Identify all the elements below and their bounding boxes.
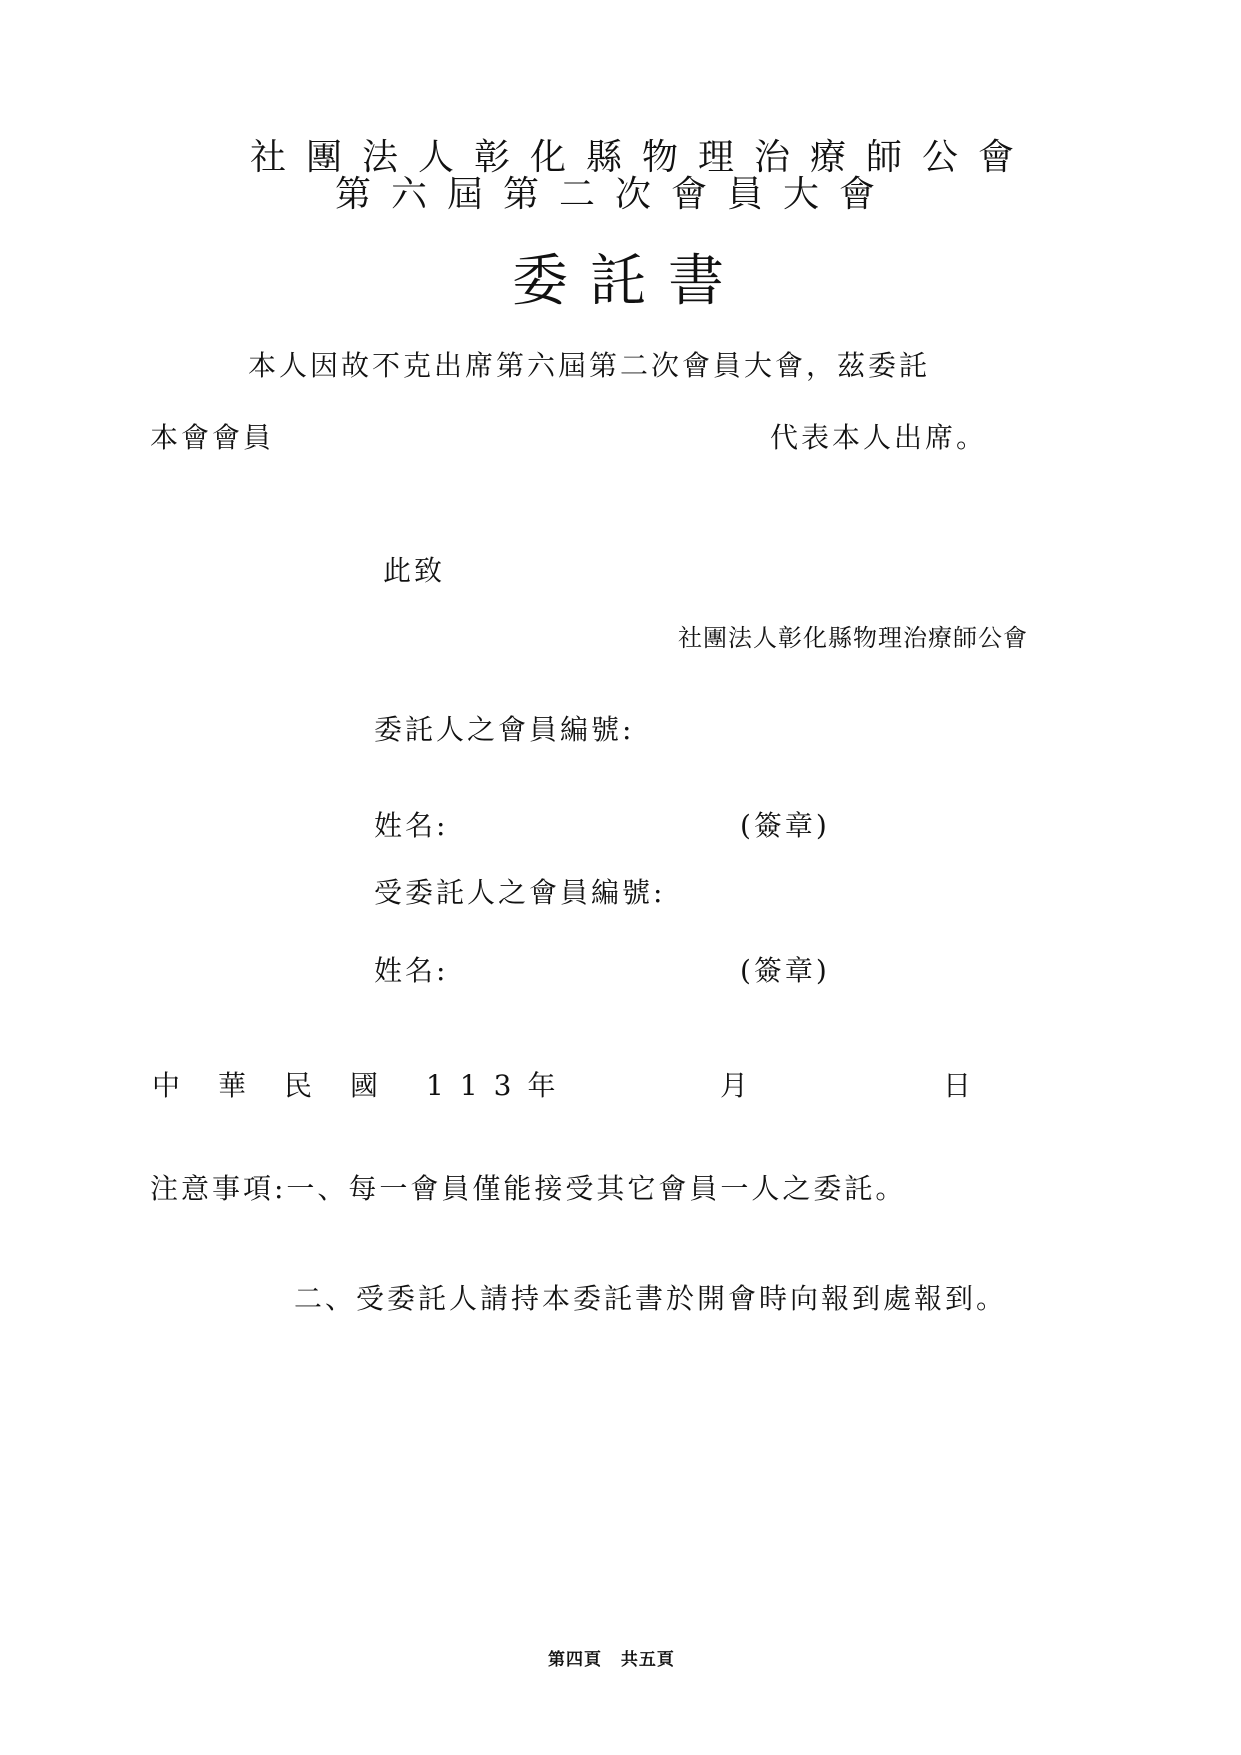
notes-item-1: 注意事項:一、每一會員僅能接受其它會員一人之委託。 (150, 1172, 907, 1205)
member-suffix-label: 代表本人出席。 (770, 421, 988, 454)
document-title: 委託書 (512, 249, 746, 314)
organization-title: 社團法人彰化縣物理治療師公會 (250, 137, 1035, 178)
proxy-name-label: 姓名: (374, 954, 449, 987)
member-prefix-label: 本會會員 (150, 421, 275, 454)
date-month: 月 (720, 1069, 749, 1102)
proxy-member-number-label: 受委託人之會員編號: (374, 876, 666, 909)
intro-statement: 本人因故不克出席第六屆第二次會員大會，茲委託 (248, 349, 931, 382)
delegator-seal-label: (簽章) (740, 809, 830, 842)
proxy-seal-label: (簽章) (740, 954, 830, 987)
delegator-member-number-label: 委託人之會員編號: (374, 713, 635, 746)
date-era: 中華民國 (152, 1069, 417, 1102)
delegator-name-label: 姓名: (374, 809, 449, 842)
session-title: 第六屆第二次會員大會 (335, 174, 896, 215)
recipient-organization: 社團法人彰化縣物理治療師公會 (678, 624, 1028, 652)
salutation: 此致 (383, 554, 446, 587)
date-year: 113年 (426, 1069, 572, 1102)
page-number: 第四頁 共五頁 (548, 1650, 675, 1670)
date-day: 日 (943, 1069, 972, 1102)
notes-item-2: 二、受委託人請持本委託書於開會時向報到處報到。 (294, 1282, 1008, 1315)
